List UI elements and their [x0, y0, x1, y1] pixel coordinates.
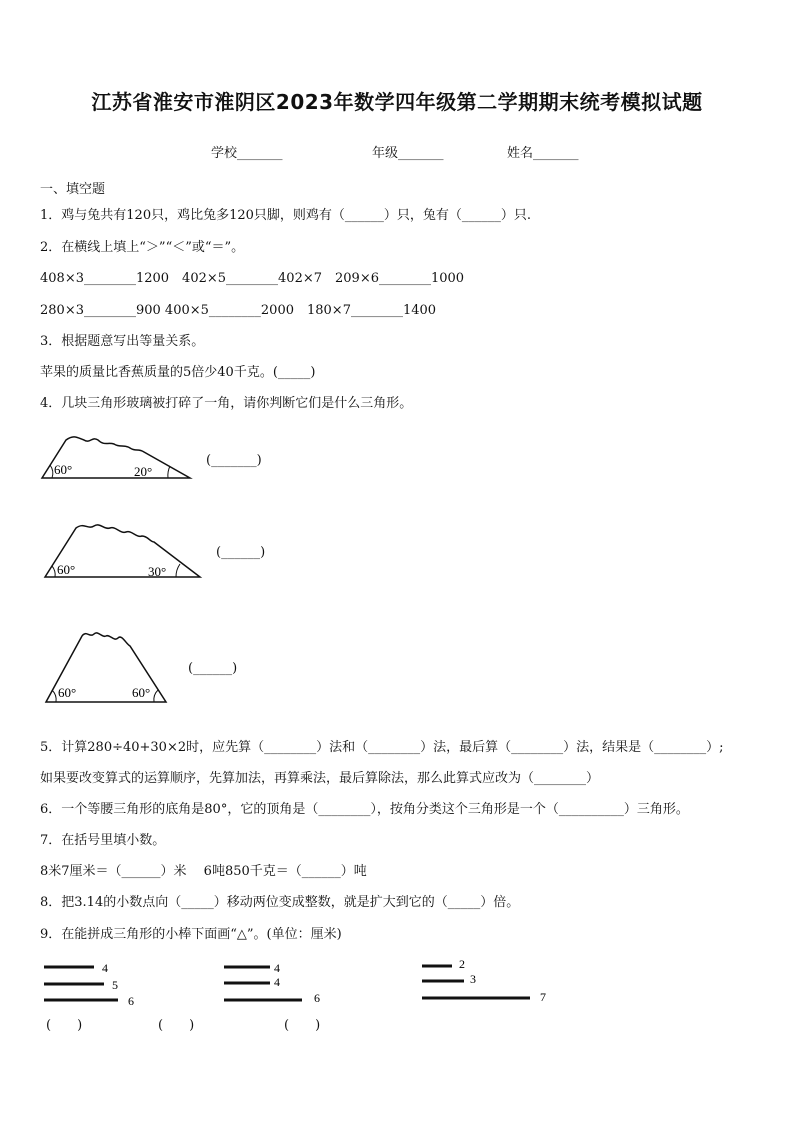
- figure-3-left-angle: 60°: [58, 685, 77, 700]
- question-8: 8．把3.14的小数点向（_____）移动两位变成整数，就是扩大到它的（_____）倍。: [40, 895, 520, 910]
- figure-2-left-angle: 60°: [57, 562, 76, 577]
- name-field: 姓名_______: [507, 146, 579, 161]
- figure-2-answer-blank: (______): [216, 545, 266, 560]
- broken-triangle-figure-1: [38, 430, 198, 485]
- stick-2-2-length: 4: [274, 975, 280, 989]
- question-7-sub: 8米7厘米＝（______）米 6吨850千克＝（______）吨: [40, 864, 367, 879]
- figure-3-right-angle: 60°: [132, 685, 151, 700]
- stick-3-2-length: 3: [470, 972, 476, 986]
- question-2-row-2: 280×3________900 400×5________2000 180×7________1400: [40, 303, 437, 318]
- broken-triangle-figure-3: [42, 626, 172, 706]
- stick-group-2-blank: ( ): [158, 1018, 195, 1033]
- stick-3-1-length: 2: [459, 957, 465, 971]
- question-5-line-2: 如果要改变算式的运算顺序，先算加法，再算乘法，最后算除法，那么此算式应改为（________）: [40, 771, 600, 786]
- stick-group-3-blank: ( ): [284, 1018, 321, 1033]
- question-2-row-1: 408×3________1200 402×5________402×7 209×6________1000: [40, 271, 465, 286]
- stick-group-3: [422, 957, 546, 1004]
- question-6: 6．一个等腰三角形的底角是80°，它的顶角是（________），按角分类这个三角形是一个（__________）三角形。: [40, 802, 689, 817]
- question-1: 1．鸡与兔共有120只，鸡比兔多120只脚，则鸡有（______）只，兔有（______）只.: [40, 208, 532, 223]
- stick-1-2-length: 5: [112, 978, 118, 992]
- question-3-sub: 苹果的质量比香蕉质量的5倍少40千克。(_____): [40, 365, 316, 380]
- stick-2-1-length: 4: [274, 961, 280, 975]
- question-9: 9．在能拼成三角形的小棒下面画“△”。(单位：厘米): [40, 927, 342, 942]
- figure-1-right-angle: 20°: [134, 464, 153, 479]
- stick-3-3-length: 7: [540, 990, 546, 1004]
- stick-group-2: [224, 961, 320, 1005]
- figure-3-answer-blank: (______): [188, 661, 238, 676]
- broken-triangle-figure-2: [40, 516, 205, 581]
- question-4: 4．几块三角形玻璃被打碎了一角，请你判断它们是什么三角形。: [40, 396, 413, 411]
- page-title: 江苏省淮安市淮阴区2023年数学四年级第二学期期末统考模拟试题: [91, 90, 703, 114]
- stick-group-1: [44, 961, 134, 1008]
- question-2: 2．在横线上填上“＞”“＜”或“＝”。: [40, 240, 245, 255]
- stick-groups: [0, 955, 794, 1015]
- section-title: 一、填空题: [40, 182, 106, 197]
- figure-2-right-angle: 30°: [148, 564, 167, 579]
- stick-1-1-length: 4: [102, 961, 108, 975]
- stick-group-1-blank: ( ): [46, 1018, 83, 1033]
- figure-1-left-angle: 60°: [54, 462, 73, 477]
- stick-1-3-length: 6: [128, 994, 134, 1008]
- question-3: 3．根据题意写出等量关系。: [40, 334, 205, 349]
- question-7: 7．在括号里填小数。: [40, 833, 166, 848]
- grade-field: 年级_______: [372, 146, 444, 161]
- question-5-line-1: 5．计算280÷40+30×2时，应先算（________）法和（________）法，最后算（________）法，结果是（________）;: [40, 740, 724, 755]
- stick-2-3-length: 6: [314, 991, 320, 1005]
- figure-1-answer-blank: (_______): [206, 453, 262, 468]
- school-field: 学校_______: [211, 146, 283, 161]
